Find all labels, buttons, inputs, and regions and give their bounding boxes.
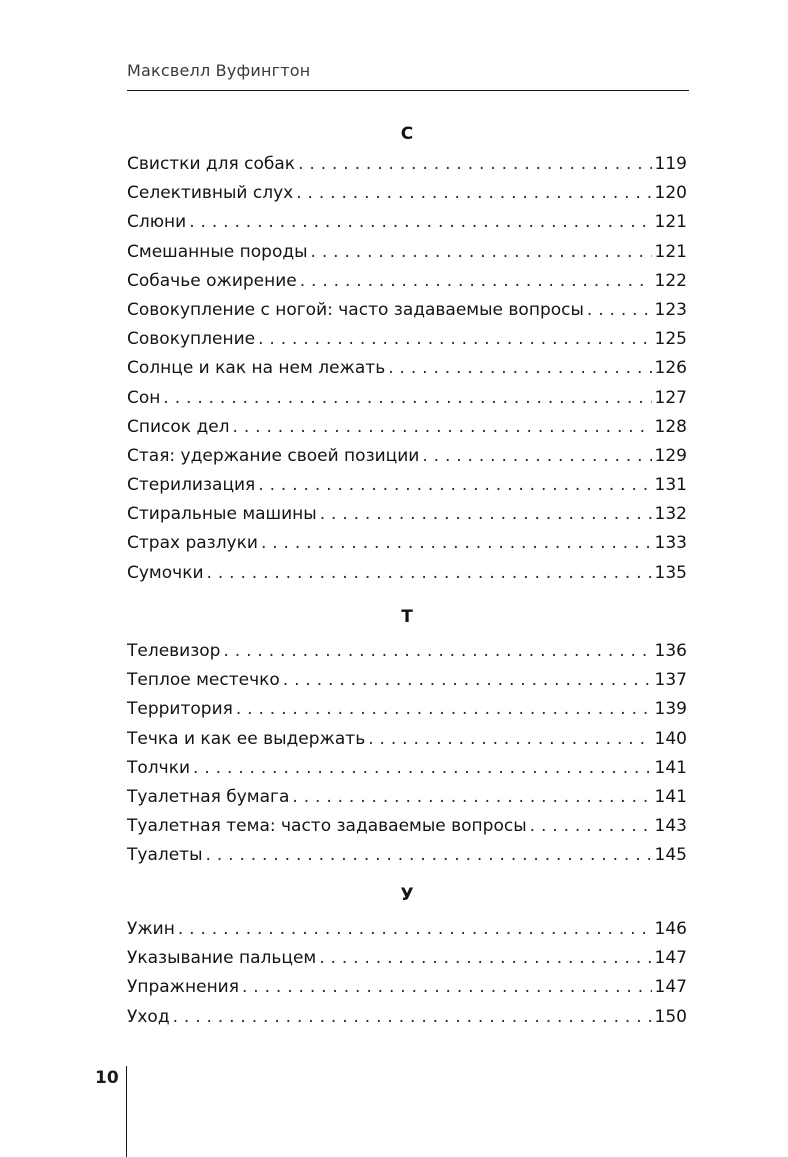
entry-page: 121 bbox=[654, 241, 687, 262]
index-entry bbox=[127, 666, 687, 695]
index-entry bbox=[127, 559, 687, 588]
leader-dots bbox=[163, 384, 651, 413]
index-entry bbox=[127, 296, 687, 325]
section-letter: С bbox=[400, 124, 414, 144]
index-entry bbox=[127, 725, 687, 754]
entry-title: Стая: удержание своей позиции bbox=[127, 445, 420, 466]
entry-title: Сумочки bbox=[127, 562, 204, 583]
index-entry bbox=[127, 208, 687, 237]
leader-dots bbox=[206, 841, 652, 870]
entry-page: 140 bbox=[654, 728, 687, 749]
leader-dots bbox=[283, 666, 652, 695]
entry-title: Толчки bbox=[127, 757, 191, 778]
entry-page: 141 bbox=[654, 757, 687, 778]
entry-page: 127 bbox=[654, 387, 687, 408]
entry-title: Страх разлуки bbox=[127, 533, 258, 554]
entry-title: Совокупление с ногой: часто задаваемые вопросы bbox=[127, 299, 584, 320]
leader-dots bbox=[236, 695, 652, 724]
entry-title: Селективный слух bbox=[127, 183, 294, 204]
leader-dots bbox=[320, 500, 652, 529]
entry-title: Течка и как ее выдержать bbox=[127, 728, 366, 749]
index-entry bbox=[127, 812, 687, 841]
entry-title: Территория bbox=[127, 699, 233, 720]
index-entry bbox=[127, 973, 687, 1002]
index-entry bbox=[127, 442, 687, 471]
section-letter: У bbox=[400, 885, 414, 905]
leader-dots bbox=[422, 442, 651, 471]
leader-dots bbox=[311, 238, 652, 267]
index-entry bbox=[127, 529, 687, 558]
entry-page: 133 bbox=[654, 533, 687, 554]
leader-dots bbox=[530, 812, 652, 841]
leader-dots bbox=[258, 471, 651, 500]
index-entry bbox=[127, 354, 687, 383]
entry-title: Уход bbox=[127, 1006, 170, 1027]
section-letter: Т bbox=[401, 607, 413, 627]
entry-title: Слюни bbox=[127, 212, 187, 233]
leader-dots bbox=[319, 944, 651, 973]
entry-page: 128 bbox=[654, 416, 687, 437]
running-header-author: Максвелл Вуфингтон bbox=[127, 61, 311, 80]
leader-dots bbox=[296, 179, 651, 208]
entry-title: Теплое местечко bbox=[127, 670, 280, 691]
index-entry bbox=[127, 944, 687, 973]
leader-dots bbox=[587, 296, 652, 325]
entry-title: Ужин bbox=[127, 919, 175, 939]
leader-dots bbox=[298, 150, 651, 179]
page-number: 10 bbox=[95, 1068, 119, 1088]
entry-title: Стерилизация bbox=[127, 475, 256, 496]
leader-dots bbox=[173, 1003, 652, 1032]
index-section-u bbox=[127, 879, 687, 1032]
entry-title: Упражнения bbox=[127, 977, 239, 998]
index-entry bbox=[127, 695, 687, 724]
entry-page: 122 bbox=[654, 270, 687, 291]
leader-dots bbox=[193, 754, 652, 783]
entry-page: 131 bbox=[654, 475, 687, 496]
entry-title: Смешанные породы bbox=[127, 241, 308, 262]
entry-page: 136 bbox=[654, 641, 687, 661]
entry-title: Собачье ожирение bbox=[127, 270, 297, 291]
leader-dots bbox=[223, 637, 651, 666]
leader-dots bbox=[189, 208, 651, 237]
entry-title: Стиральные машины bbox=[127, 504, 317, 525]
entry-page: 125 bbox=[654, 329, 687, 350]
header-divider bbox=[127, 90, 689, 91]
entry-title: Указывание пальцем bbox=[127, 948, 317, 969]
index-entry bbox=[127, 150, 687, 179]
leader-dots bbox=[178, 915, 652, 944]
index-entry bbox=[127, 384, 687, 413]
leader-dots bbox=[368, 725, 651, 754]
entry-page: 132 bbox=[654, 504, 687, 525]
entry-title: Телевизор bbox=[127, 641, 221, 661]
leader-dots bbox=[242, 973, 652, 1002]
entry-page: 139 bbox=[654, 699, 687, 720]
entry-page: 121 bbox=[654, 212, 687, 233]
entry-title: Туалетная бумага bbox=[127, 786, 290, 807]
entry-page: 120 bbox=[654, 183, 687, 204]
entry-title: Туалеты bbox=[127, 845, 203, 866]
index-entry bbox=[127, 325, 687, 354]
entry-title: Солнце и как на нем лежать bbox=[127, 358, 386, 379]
entry-page: 145 bbox=[654, 845, 687, 866]
leader-dots bbox=[292, 783, 651, 812]
entry-page: 126 bbox=[654, 358, 687, 379]
entry-title: Совокупление bbox=[127, 329, 256, 350]
index-entry bbox=[127, 915, 687, 944]
entry-page: 147 bbox=[654, 977, 687, 998]
entry-page: 147 bbox=[654, 948, 687, 969]
entry-title: Список дел bbox=[127, 416, 230, 437]
index-entry bbox=[127, 1003, 687, 1032]
index-entry bbox=[127, 841, 687, 870]
leader-dots bbox=[258, 325, 651, 354]
index-entry bbox=[127, 500, 687, 529]
entry-title: Туалетная тема: часто задаваемые вопросы bbox=[127, 816, 527, 837]
leader-dots bbox=[207, 559, 652, 588]
entry-page: 123 bbox=[654, 299, 687, 320]
entry-page: 137 bbox=[654, 670, 687, 691]
index-section-s bbox=[127, 118, 687, 588]
entry-page: 135 bbox=[654, 562, 687, 583]
entry-page: 150 bbox=[654, 1006, 687, 1027]
index-entry bbox=[127, 783, 687, 812]
index-entry bbox=[127, 637, 687, 666]
index-entry bbox=[127, 754, 687, 783]
index-section-t bbox=[127, 601, 687, 871]
leader-dots bbox=[261, 529, 652, 558]
footer-vertical-rule bbox=[126, 1066, 127, 1157]
index-entry bbox=[127, 471, 687, 500]
index-entry bbox=[127, 267, 687, 296]
leader-dots bbox=[233, 413, 652, 442]
entry-page: 146 bbox=[654, 919, 687, 939]
index-entry bbox=[127, 413, 687, 442]
entry-title: Сон bbox=[127, 387, 161, 408]
index-entry bbox=[127, 179, 687, 208]
entry-title: Свистки для собак bbox=[127, 154, 296, 174]
entry-page: 129 bbox=[654, 445, 687, 466]
index-entry bbox=[127, 238, 687, 267]
leader-dots bbox=[388, 354, 651, 383]
leader-dots bbox=[300, 267, 652, 296]
entry-page: 143 bbox=[654, 816, 687, 837]
entry-page: 141 bbox=[654, 786, 687, 807]
entry-page: 119 bbox=[654, 154, 687, 174]
